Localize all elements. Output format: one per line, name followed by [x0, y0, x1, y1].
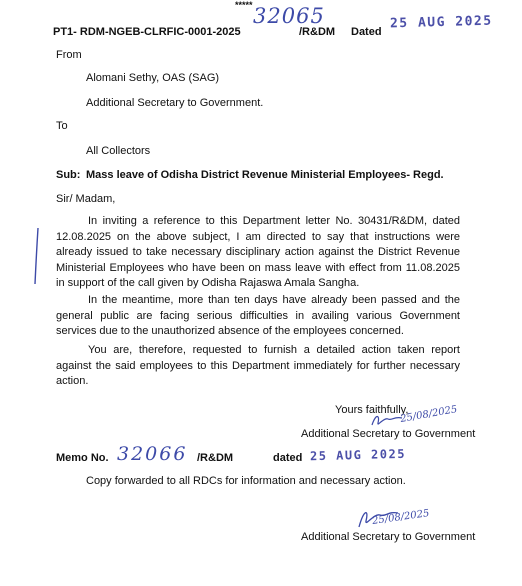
signature-date-1: 25/08/2025	[399, 404, 459, 425]
file-number: PT1- RDM-NGEB-CLRFIC-0001-2025	[53, 26, 241, 38]
closing-yours-faithfully: Yours faithfully,	[335, 404, 409, 416]
handwritten-letter-number: 32065	[253, 4, 325, 28]
from-label: From	[56, 49, 82, 61]
header-dated-label: Dated	[351, 26, 382, 38]
memo-date-stamp: 25 AUG 2025	[309, 446, 407, 464]
recipient: All Collectors	[86, 145, 151, 157]
body-paragraph-1: In inviting a reference to this Department letter No. 30431/R&DM, dated 12.08.2025 on the above subject, I am directed to say that instructions were already issued to take necessary disciplinary action against the District Revenue Ministerial Employees who have been on mass leave with effect from 11.08.2025 in support of the call given by Odisha Rajaswa Amala Sangha.	[56, 215, 460, 289]
signatory-designation-2: Additional Secretary to Government	[301, 531, 476, 543]
header-department: /R&DM	[299, 26, 336, 38]
memo-label: Memo No.	[56, 452, 109, 464]
subject-label: Sub:	[56, 169, 81, 181]
margin-pen-mark	[32, 226, 42, 286]
body-paragraph-2: In the meantime, more than ten days have already been passed and the general public are facing serious difficulties in availing various Government services due to the unauthorized absence of the employees concerned.	[56, 294, 460, 337]
signature-date-2: 25/08/2025	[371, 508, 431, 527]
memo-dated-label: dated	[273, 452, 303, 464]
copy-forwarded-text: Copy forwarded to all RDCs for information and necessary action.	[86, 475, 406, 487]
subject-text: Mass leave of Odisha District Revenue Ministerial Employees- Regd.	[86, 169, 444, 181]
body-paragraph-3: You are, therefore, requested to furnish a detailed action taken report against the said employees to this Department immediately for further necessary action.	[56, 344, 460, 387]
handwritten-memo-number: 32066	[117, 443, 188, 465]
memo-department: /R&DM	[197, 452, 234, 464]
header-date-stamp: 25 AUG 2025	[389, 13, 493, 32]
salutation: Sir/ Madam,	[56, 193, 116, 205]
to-label: To	[56, 120, 68, 132]
signatory-designation-1: Additional Secretary to Government	[301, 428, 476, 440]
header-asterisks: *****	[235, 0, 253, 10]
sender-name: Alomani Sethy, OAS (SAG)	[86, 72, 220, 84]
sender-designation: Additional Secretary to Government.	[86, 97, 264, 109]
